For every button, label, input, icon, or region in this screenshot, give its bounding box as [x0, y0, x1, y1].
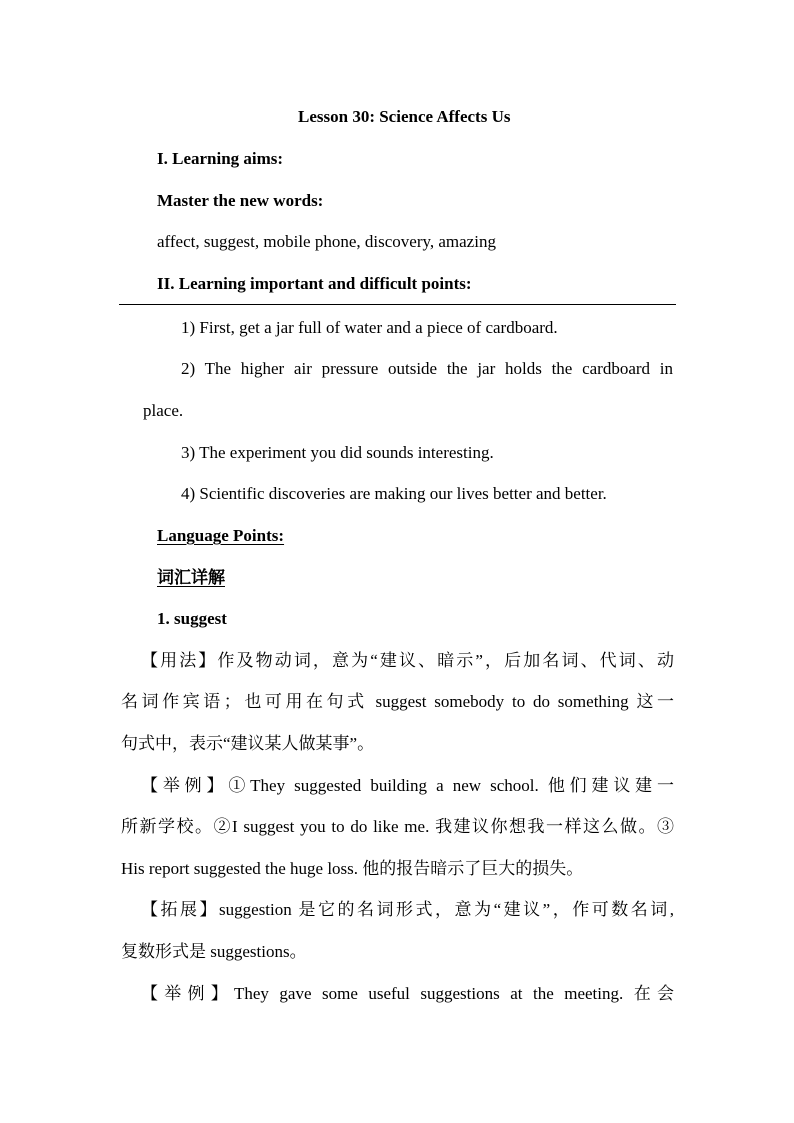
example-line-1: 【举例】①They suggested building a new school. 他们建议建一	[141, 776, 674, 795]
language-points-heading: Language Points:	[157, 526, 285, 545]
usage-line-1: 【用法】作及物动词，意为“建议、暗示”，后加名词、代词、动	[141, 651, 674, 670]
example2-line-1: 【举例】They gave some useful suggestions at the meeting. 在会	[141, 984, 674, 1003]
usage-line-2: 名词作宾语；也可用在句式 suggest somebody to do something 这一	[121, 692, 674, 711]
key-points-heading: II. Learning important and difficult points:	[157, 274, 472, 293]
point-2-continued: place.	[143, 401, 184, 420]
example-line-3: His report suggested the huge loss. 他的报告暗示了巨大的损失。	[121, 859, 584, 878]
point-4: 4) Scientific discoveries are making our lives better and better.	[181, 484, 607, 503]
new-words-subheading: Master the new words:	[157, 191, 324, 210]
point-3: 3) The experiment you did sounds interesting.	[181, 443, 494, 462]
lesson-title: Lesson 30: Science Affects Us	[298, 107, 511, 126]
example-line-2: 所新学校。②I suggest you to do like me. 我建议你想我一样这么做。③	[121, 817, 674, 836]
expand-line-2: 复数形式是 suggestions。	[121, 942, 307, 961]
learning-aims-heading: I. Learning aims:	[157, 149, 284, 168]
point-1: 1) First, get a jar full of water and a piece of cardboard.	[181, 318, 558, 337]
entry-suggest-heading: 1. suggest	[157, 609, 227, 628]
vocabulary-heading: 词汇详解	[157, 568, 225, 587]
horizontal-rule	[119, 304, 676, 305]
point-2: 2) The higher air pressure outside the jar holds the cardboard in	[181, 359, 673, 378]
new-words-list: affect, suggest, mobile phone, discovery, amazing	[157, 232, 496, 251]
expand-line-1: 【拓展】suggestion 是它的名词形式，意为“建议”，作可数名词,	[141, 900, 674, 919]
usage-line-3: 句式中，表示“建议某人做某事”。	[121, 734, 375, 753]
